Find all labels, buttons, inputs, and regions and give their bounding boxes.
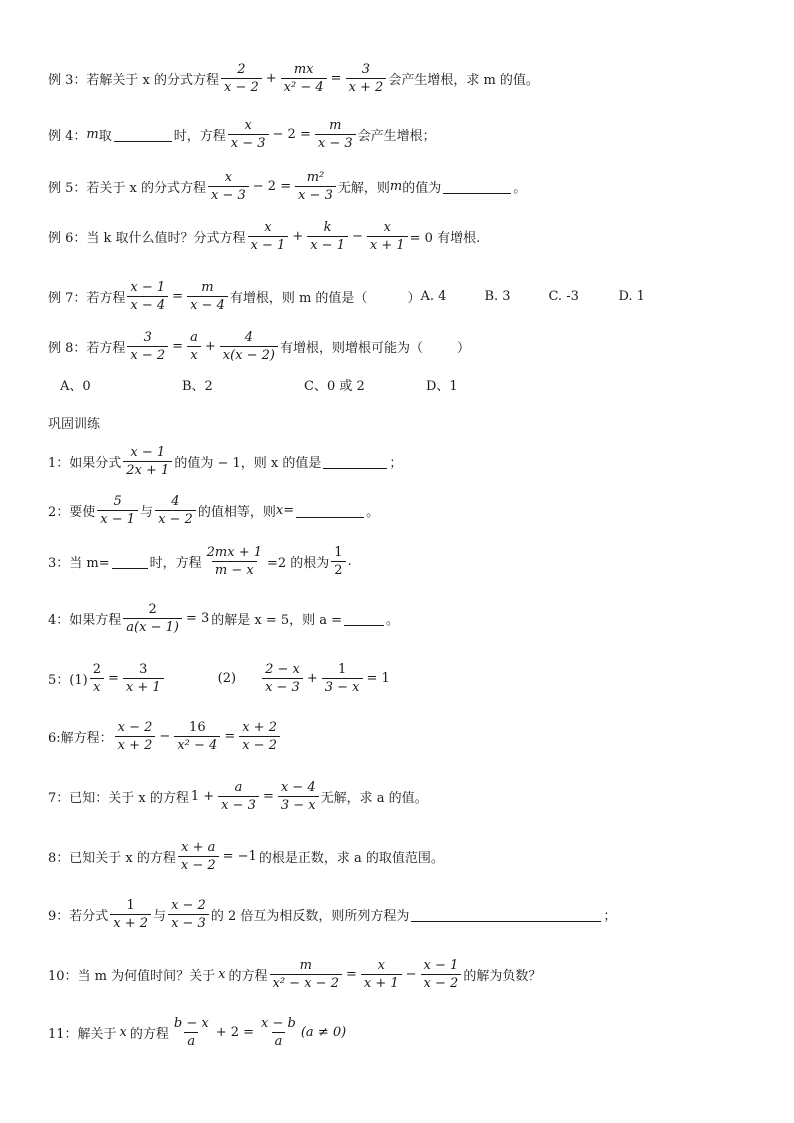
- fraction: $\frac{a}{x - 3}$: [218, 780, 259, 813]
- example-6: 例 6：当 k 取什么值时？分式方程 $\frac{x}{x - 1}$ + $\frac{k}{x - 1}$ − $\frac{x}{x + 1}$ = 0 有增根.: [48, 220, 481, 253]
- option-d[interactable]: D. 1: [618, 289, 645, 304]
- question-10: 10：当 m 为何值时间？关于 x 的方程 $\frac{m}{\text{x² − x − 2}}$ = $\frac{x}{x + 1}$ − $\frac{x - 1}{x - 2}$ 的解为负数？: [48, 958, 542, 991]
- answer-blank[interactable]: [296, 503, 364, 518]
- example-4: 例 4： m 取 时，方程 $\frac{x}{x - 3}$ − 2 = $\frac{m}{x - 3}$ 会产生增根；: [48, 118, 436, 151]
- example-8-options: [60, 375, 548, 394]
- option-a[interactable]: A. 4: [420, 289, 447, 304]
- fraction: $\frac{4}{x - 2}$: [155, 494, 196, 527]
- fraction: $\frac{2mx + 1}{m - x}$: [206, 545, 262, 578]
- fraction: $\frac{x}{x - 3}$: [208, 170, 249, 203]
- fraction: $\frac{b - x}{a}$: [173, 1016, 209, 1049]
- fraction: $\frac{x - b}{a}$: [261, 1016, 296, 1049]
- fraction: $\frac{x - 2}{x - 3}$: [168, 898, 209, 931]
- fraction: $\frac{2}{x}$: [90, 662, 104, 695]
- example-5: 例 5：若关于 x 的分式方程 $\frac{x}{x - 3}$ − 2 = $\frac{\text{m²}}{x - 3}$ 无解，则 m 的值为 。: [48, 170, 527, 203]
- fraction: $\frac{x - 1}{x - 2}$: [421, 958, 462, 991]
- fraction: $\frac{m}{x - 3}$: [315, 118, 356, 151]
- question-6: 6:解方程： $\frac{x - 2}{x + 2}$ − $\frac{16}{\text{x² − 4}}$ = $\frac{x + 2}{x - 2}$: [48, 720, 754, 753]
- fraction: $\frac{3}{x + 1}$: [123, 662, 164, 695]
- question-11: 11：解关于 x 的方程 $\frac{b - x}{a}$ + 2 = $\frac{x - b}{a}$ (a ≠ 0): [48, 1016, 347, 1049]
- option-a[interactable]: A、0: [60, 379, 91, 394]
- fraction: $\frac{x}{x - 3}$: [228, 118, 269, 151]
- fraction: $\frac{2}{x - 2}$: [221, 62, 262, 95]
- option-d[interactable]: D、1: [426, 379, 458, 394]
- answer-blank[interactable]: [411, 907, 601, 922]
- fraction: $\frac{m}{x - 4}$: [187, 280, 228, 313]
- example-3-label: 例 3：若解关于 x 的分式方程: [48, 73, 219, 88]
- answer-blank[interactable]: [112, 554, 148, 569]
- fraction: $\frac{m}{\text{x² − x − 2}}$: [270, 958, 342, 991]
- question-7: 7：已知：关于 x 的方程 1 + $\frac{a}{x - 3}$ = $\frac{x - 4}{3 - x}$ 无解，求 a 的值。: [48, 780, 428, 813]
- answer-blank[interactable]: [114, 127, 172, 142]
- fraction: $\frac{x + 2}{x - 2}$: [239, 720, 280, 753]
- fraction: $\frac{1}{3 - x}$: [322, 662, 363, 695]
- question-8: 8：已知关于 x 的方程 $\frac{x + a}{x - 2}$ = −1 的根是正数，求 a 的取值范围。: [48, 840, 444, 873]
- fraction: $\frac{1}{x + 2}$: [110, 898, 151, 931]
- example-3-tail: 会产生增根，求 m 的值。: [388, 73, 539, 88]
- question-3: 3：当 m= 时，方程 $\frac{2mx + 1}{m - x}$ =2 的根为 $\frac{1}{2}$ .: [48, 545, 352, 578]
- fraction: $\frac{2 - x}{x - 3}$: [262, 662, 303, 695]
- fraction: $\frac{x}{x + 1}$: [361, 958, 402, 991]
- fraction: $\frac{5}{x - 1}$: [97, 494, 138, 527]
- question-4: 4：如果方程 $\frac{2}{a(x - 1)}$ = 3 的解是 x = 5，则 a = 。: [48, 602, 400, 635]
- fraction: $\frac{mx}{\text{x² − 4}}$: [281, 62, 327, 95]
- fraction: $\frac{3}{x + 2}$: [346, 62, 387, 95]
- fraction: $\frac{x}{x + 1}$: [367, 220, 408, 253]
- fraction: $\frac{x - 2}{x + 2}$: [115, 720, 156, 753]
- question-1: 1：如果分式 $\frac{x - 1}{2x + 1}$ 的值为 − 1，则 x 的值是 ；: [48, 445, 403, 478]
- question-2: 2：要使 $\frac{5}{x - 1}$ 与 $\frac{4}{x - 2}$ 的值相等，则 x = 。: [48, 494, 380, 527]
- fraction: $\frac{1}{2}$: [331, 545, 345, 578]
- fraction: $\frac{x + a}{x - 2}$: [178, 840, 219, 873]
- fraction: $\frac{x - 1}{2x + 1}$: [123, 445, 172, 478]
- section-heading: 巩固训练: [48, 417, 101, 432]
- example-3: 例 3：若解关于 x 的分式方程 $\frac{2}{x - 2}$ + $\frac{mx}{\text{x² − 4}}$ = $\frac{3}{x + 2}$ 会产生增根，求 m 的值。: [48, 62, 539, 95]
- answer-blank[interactable]: [443, 179, 511, 194]
- fraction: $\frac{\text{m²}}{x - 3}$: [295, 170, 336, 203]
- fraction: $\frac{x}{x - 1}$: [248, 220, 289, 253]
- fraction: $\frac{k}{x - 1}$: [307, 220, 348, 253]
- question-9: 9：若分式 $\frac{1}{x + 2}$ 与 $\frac{x - 2}{x - 3}$ 的 2 倍互为相反数，则所列方程为 ；: [48, 898, 617, 931]
- option-c[interactable]: C、0 或 2: [304, 379, 365, 394]
- option-b[interactable]: B. 3: [484, 289, 511, 304]
- fraction: $\frac{3}{x - 2}$: [127, 330, 168, 363]
- answer-blank[interactable]: [323, 454, 387, 469]
- fraction: $\frac{x - 4}{3 - x}$: [278, 780, 319, 813]
- answer-blank[interactable]: [344, 611, 384, 626]
- example-8: 例 8：若方程 $\frac{3}{x - 2}$ = $\frac{a}{x}$ + $\frac{4}{x(x - 2)}$ 有增根，则增根可能为（ ）: [48, 330, 471, 363]
- fraction: $\frac{2}{a(x - 1)}$: [123, 602, 182, 635]
- fraction: $\frac{4}{x(x - 2)}$: [220, 330, 278, 363]
- fraction: $\frac{a}{x}$: [187, 330, 201, 363]
- option-c[interactable]: C. -3: [548, 289, 579, 304]
- question-5: 5：(1) $\frac{2}{x}$ = $\frac{3}{x + 1}$ (2) $\frac{2 - x}{x - 3}$ + $\frac{1}{3 - x}$ = 1: [48, 662, 390, 695]
- fraction: $\frac{x - 1}{x - 4}$: [127, 280, 168, 313]
- option-b[interactable]: B、2: [182, 379, 213, 394]
- example-7: 例 7：若方程 $\frac{x - 1}{x - 4}$ = $\frac{m}{x - 4}$ 有增根，则 m 的值是（ ） A. 4 B. 3 C. -3 D. 1: [48, 280, 645, 313]
- fraction: $\frac{16}{\text{x² − 4}}$: [174, 720, 220, 753]
